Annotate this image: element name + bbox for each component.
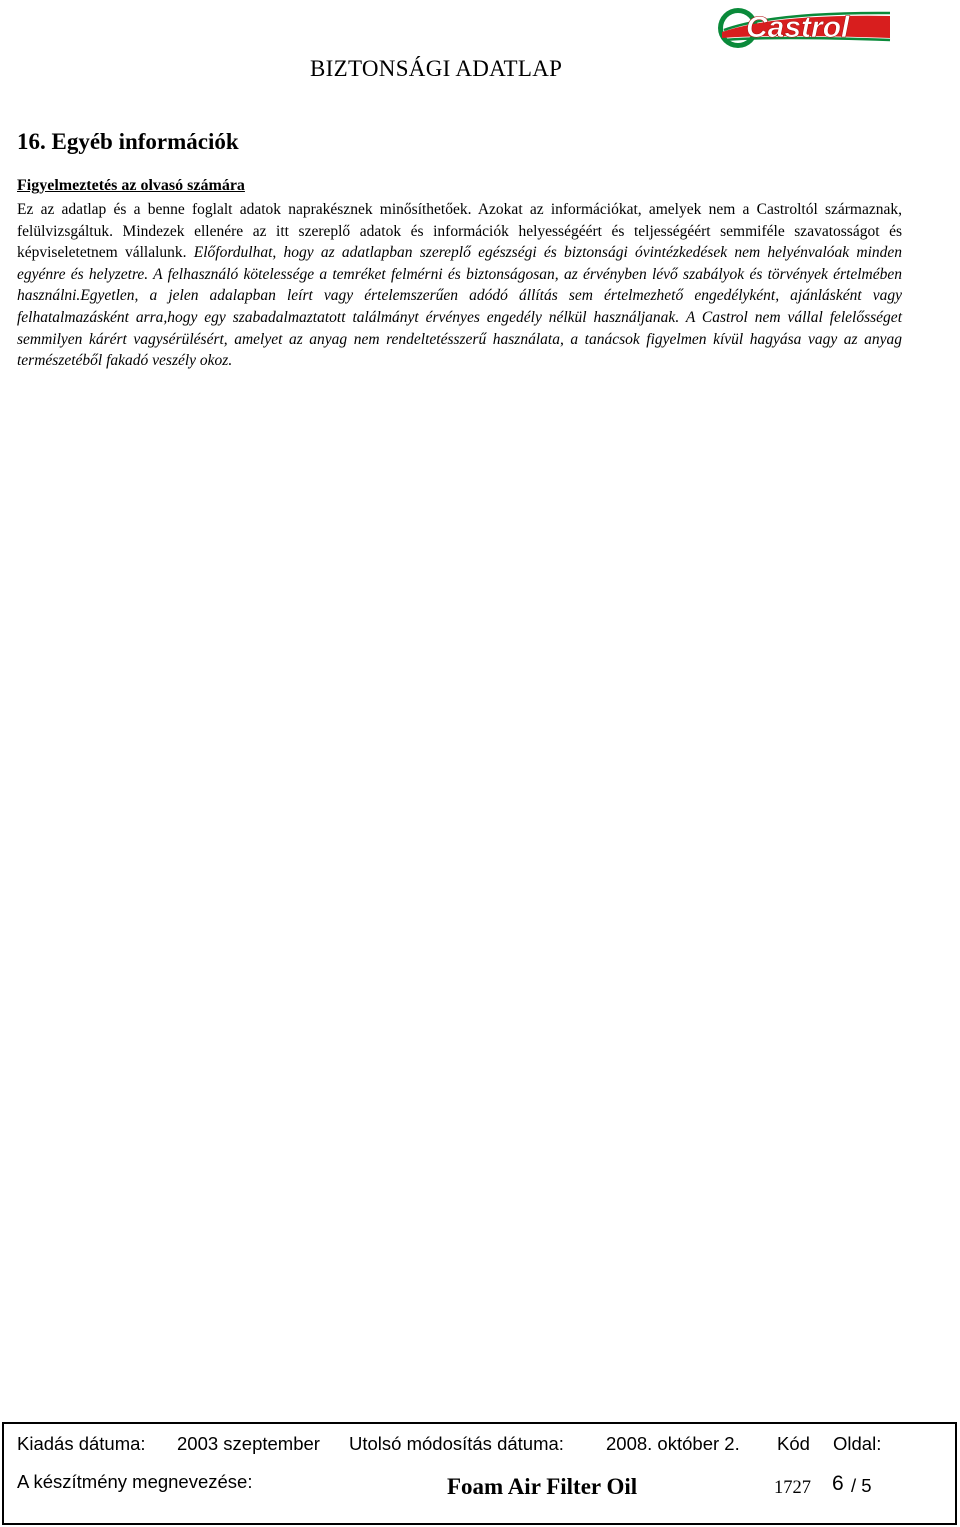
svg-text:Castrol: Castrol	[746, 11, 850, 44]
product-name-value: Foam Air Filter Oil	[447, 1474, 638, 1499]
product-code-value: 1727	[774, 1478, 811, 1498]
document-title: BIZTONSÁGI ADATLAP	[310, 56, 563, 81]
warning-body	[17, 199, 902, 372]
issue-date-label: Kiadás dátuma:	[17, 1433, 146, 1454]
page-current: 6	[832, 1472, 844, 1495]
code-label: Kód	[777, 1433, 810, 1454]
paragraph-2: Előfordulhat, hogy az adatlapban szereplő egészségi és biztonsági óvintézkedések nem helyénvalóak minden egyénre és helyzetre. A felhasználó kötelessége a temréket felmérni és biztonságosan, az érvényben lévő szabályok és törvények értelmében használni.	[17, 244, 903, 305]
page-total: / 5	[851, 1475, 872, 1496]
castrol-logo	[714, 4, 894, 52]
section-heading: 16. Egyéb információk	[17, 129, 239, 154]
revision-date-value: 2008. október 2.	[606, 1433, 740, 1454]
paragraph-4: A Castrol nem vállal felelősséget semmilyen kárért vagysérülésért, amelyet az anyag nem rendeltetésszerű használata, a tanácsok figyelmen kívül hagyása vagy az anyag természetéből fakadó veszély okoz.	[17, 308, 902, 370]
page-label: Oldal:	[833, 1433, 882, 1454]
footer-box	[2, 1422, 957, 1525]
paragraph-1: Ez az adatlap és a benne foglalt adatok naprakésznek minősíthetőek. Azokat az információkat, amelyek nem a Castroltól származnak, felülvizsgáltuk. Mindezek ellenére az itt szereplő adatok és információk helyességéért és teljességéért semmiféle szavatosságot és képviseletetnem vállalunk.	[17, 201, 902, 262]
revision-date-label: Utolsó módosítás dátuma:	[349, 1433, 564, 1454]
issue-date-value: 2003 szeptember	[177, 1433, 320, 1454]
product-name-label: A készítmény megnevezése:	[17, 1471, 253, 1492]
paragraph-3: Egyetlen, a jelen adalapban leírt vagy értelemszerűen adódó állítás sem értelmezhető engedélyként, ajánlásként vagy felhatalmazásként arra,hogy egy szabadalmaztatott találmányt érvényes engedély nélkül használjanak.	[17, 287, 902, 326]
warning-subheading: Figyelmeztetés az olvasó számára	[17, 177, 245, 194]
castrol-logo-graphic	[714, 4, 894, 52]
